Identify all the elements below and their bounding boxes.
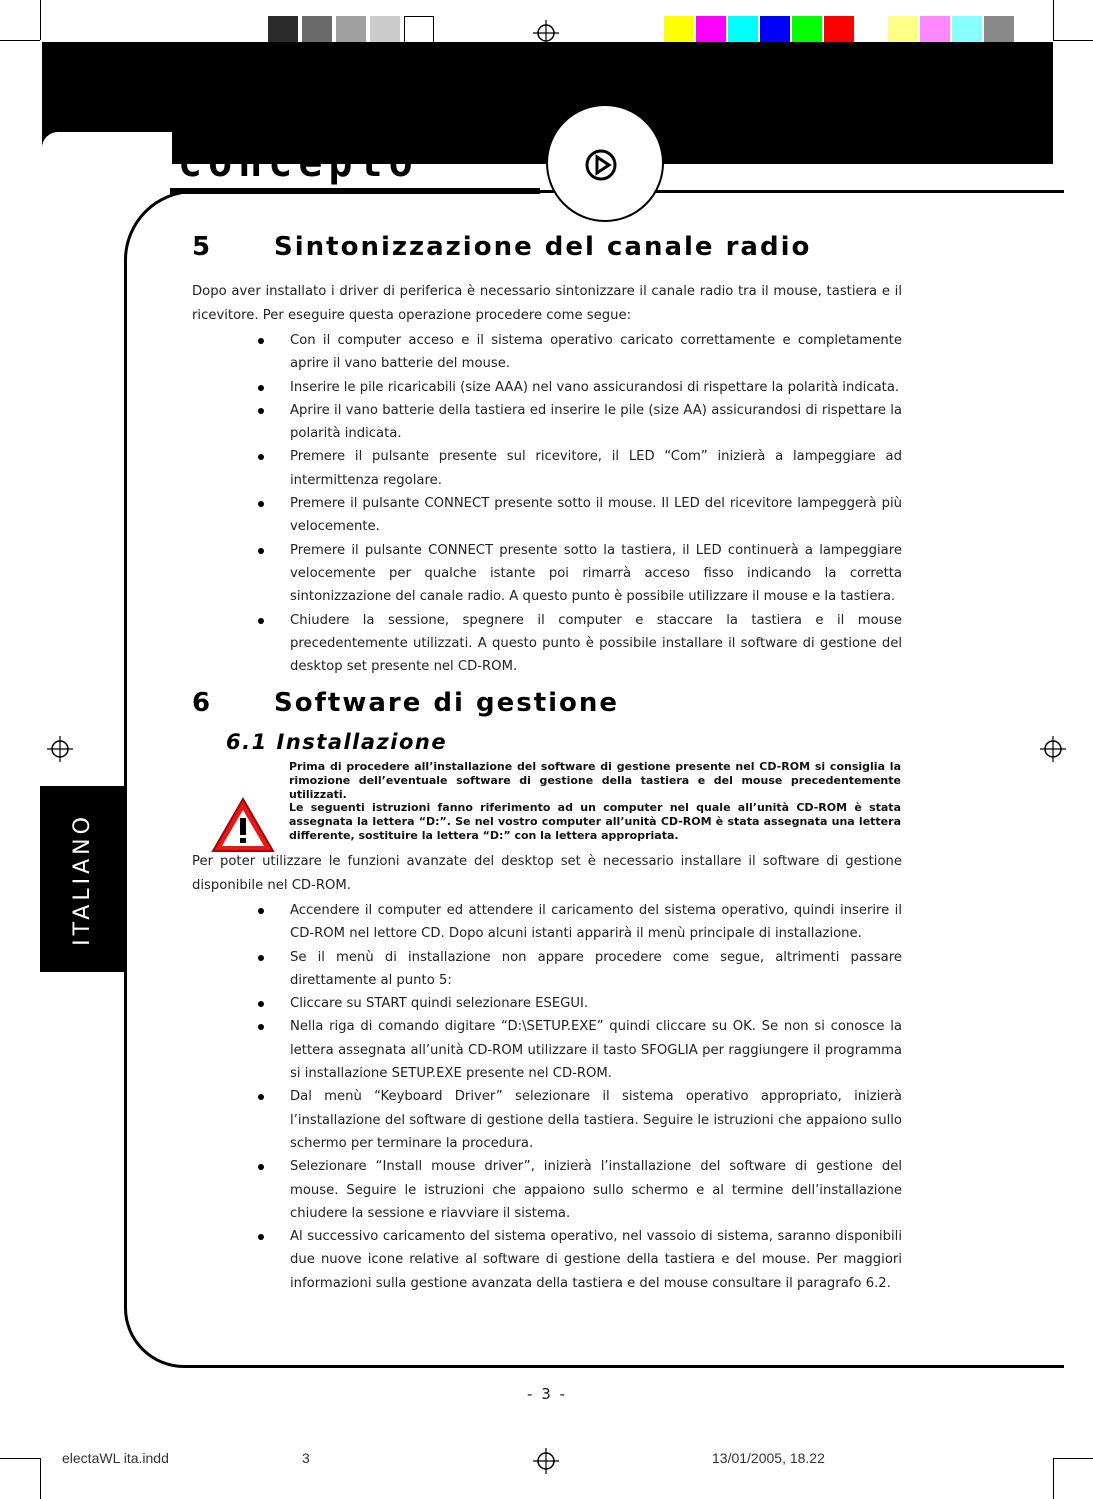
crop-mark	[1053, 1458, 1093, 1459]
list-item: Selezionare “Install mouse driver”, inizierà l’installazione del software di gestione del mouse. Seguire le istruzioni che appaiono sullo schermo e al termine dell’installazione chiudere la sessione e riavviare il sistema.	[258, 1155, 902, 1225]
registration-mark-icon	[533, 1448, 559, 1474]
list-item: Aprire il vano batterie della tastiera ed inserire le pile (size AA) assicurandosi di rispettare la polarità indicata.	[258, 399, 902, 446]
crop-mark	[40, 1458, 41, 1499]
slug-date: 13/01/2005, 18.22	[712, 1450, 825, 1466]
warning-note-1: Prima di procedere all’installazione del software di gestione presente nel CD-ROM si consiglia la rimozione dell’eventuale software di gestione della tastiera e del mouse precedentemente utilizzati.	[289, 760, 901, 801]
list-item: Premere il pulsante CONNECT presente sotto la tastiera, il LED continuerà a lampeggiare velocemente per qualche istante poi rimarrà acceso fisso indicando la corretta sintonizzazione del canale radio. A questo punto è possibile utilizzare il mouse e la tastiera.	[258, 539, 902, 609]
color-swatch	[792, 16, 822, 44]
warning-note-2: Le seguenti istruzioni fanno riferimento ad un computer nel quale all’unità CD-ROM è stata assegnata la lettera “D:”. Se nel vostro computer all’unità CD-ROM è stata assegnata una lettera differente, sostituire la lettera “D:” con la lettera appropriata.	[289, 801, 901, 842]
language-tab-label-wrap	[40, 786, 124, 972]
crop-mark	[1053, 1458, 1054, 1499]
registration-mark-icon	[1040, 736, 1066, 762]
color-swatch	[696, 16, 726, 44]
color-swatch	[888, 16, 918, 44]
color-swatch	[824, 16, 854, 44]
list-item: Chiudere la sessione, spegnere il computer e staccare la tastiera e il mouse precedentemente utilizzati. A questo punto è possibile installare il software di gestione del desktop set presente nel CD-ROM.	[258, 609, 902, 679]
brand-logo: concepto	[178, 140, 419, 186]
slug-filename: electaWL ita.indd	[62, 1450, 169, 1466]
list-item: Premere il pulsante presente sul ricevitore, il LED “Com” inizierà a lampeggiare ad intermittenza regolare.	[258, 445, 902, 492]
section-6-1-heading: 6.1 Installazione	[226, 730, 448, 754]
section-6-number: 6	[192, 688, 213, 718]
section-6-intro: Per poter utilizzare le funzioni avanzate del desktop set è necessario installare il software di gestione disponibile nel CD-ROM.	[192, 854, 902, 893]
list-item: Premere il pulsante CONNECT presente sotto il mouse. Il LED del ricevitore lampeggerà più velocemente.	[258, 492, 902, 539]
language-tab-label: ITALIANO	[69, 812, 95, 946]
crop-mark	[0, 40, 40, 41]
color-swatch	[336, 16, 366, 44]
section-6-title: Software di gestione	[274, 688, 620, 718]
color-swatch	[404, 16, 434, 44]
section-5-number: 5	[192, 232, 213, 262]
list-item: Cliccare su START quindi selezionare ESEGUI.	[258, 992, 902, 1015]
color-swatch	[268, 16, 298, 44]
color-swatch	[984, 16, 1014, 44]
list-item: Dal menù “Keyboard Driver” selezionare il sistema operativo appropriato, inizierà l’installazione del software di gestione della tastiera. Seguire le istruzioni che appaiono sullo schermo per terminare la procedura.	[258, 1085, 902, 1155]
section-5-steps	[258, 329, 902, 678]
color-swatch	[370, 16, 400, 44]
list-item: Al successivo caricamento del sistema operativo, nel vassoio di sistema, saranno disponibili due nuove icone relative al software di gestione della tastiera e del mouse. Per maggiori informazioni sulla gestione avanzata della tastiera e del mouse consultare il paragrafo 6.2.	[258, 1225, 902, 1295]
section-6-heading	[192, 688, 619, 718]
color-swatch	[302, 16, 332, 44]
color-swatch	[664, 16, 694, 44]
color-swatch	[728, 16, 758, 44]
section-5-intro: Dopo aver installato i driver di periferica è necessario sintonizzare il canale radio tra il mouse, tastiera e il ricevitore. Per eseguire questa operazione procedere come segue:	[192, 284, 902, 323]
section-5-heading	[192, 232, 811, 262]
play-icon	[584, 148, 618, 182]
section-6-steps	[258, 899, 902, 1295]
list-item: Con il computer acceso e il sistema operativo caricato correttamente e completamente aprire il vano batterie del mouse.	[258, 329, 902, 376]
crop-mark	[1053, 0, 1054, 40]
list-item: Se il menù di installazione non appare procedere come segue, altrimenti passare direttamente al punto 5:	[258, 946, 902, 993]
header-band-cut	[42, 132, 172, 164]
crop-mark	[40, 0, 41, 40]
page-number: - 3 -	[527, 1385, 567, 1403]
list-item: Nella riga di comando digitare “D:\SETUP.EXE” quindi cliccare su OK. Se non si conosce la lettera assegnata all’unità CD-ROM utilizzare il tasto SFOGLIA per raggiungere il programma si installazione SETUP.EXE presente nel CD-ROM.	[258, 1015, 902, 1085]
warning-icon	[210, 796, 276, 854]
color-swatch	[760, 16, 790, 44]
slug-page: 3	[302, 1450, 310, 1466]
brand-logo-underline	[170, 188, 540, 194]
section-5-title: Sintonizzazione del canale radio	[274, 232, 812, 262]
crop-mark	[0, 1458, 40, 1459]
header-band-right	[640, 42, 1053, 164]
crop-mark	[1053, 40, 1093, 41]
registration-mark-icon	[47, 736, 73, 762]
list-item: Inserire le pile ricaricabili (size AAA) nel vano assicurandosi di rispettare la polarità indicata.	[258, 376, 902, 399]
color-swatch	[952, 16, 982, 44]
color-swatch	[920, 16, 950, 44]
registration-mark-icon	[533, 20, 559, 46]
list-item: Accendere il computer ed attendere il caricamento del sistema operativo, quindi inserire il CD-ROM nel lettore CD. Dopo alcuni istanti apparirà il menù principale di installazione.	[258, 899, 902, 946]
